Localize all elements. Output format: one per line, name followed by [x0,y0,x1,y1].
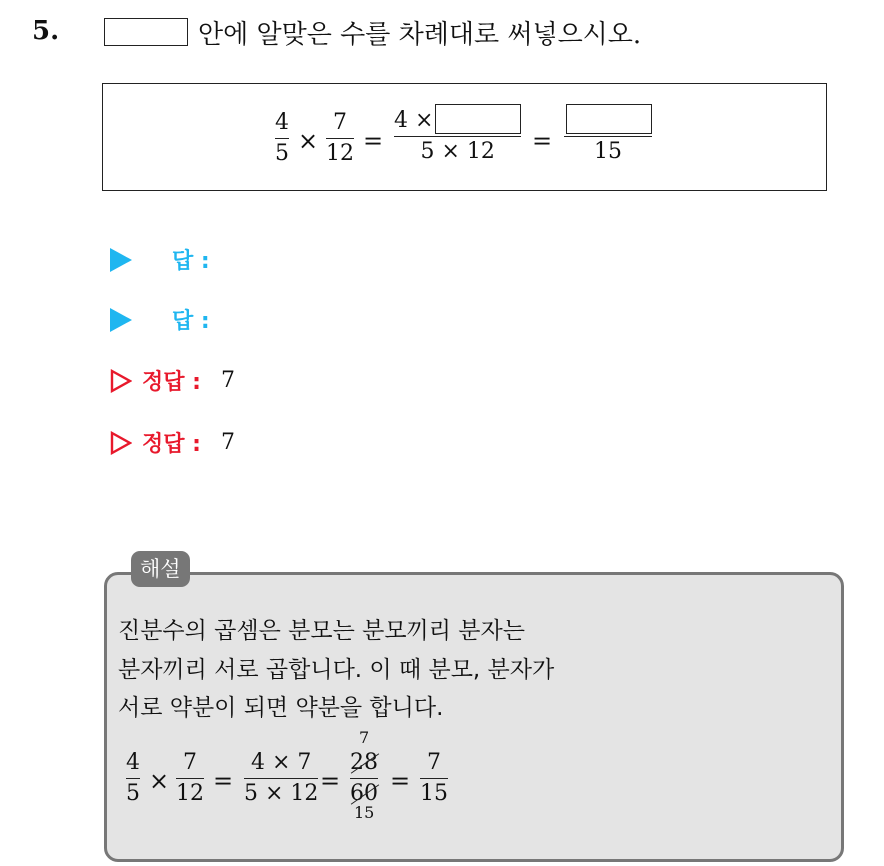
outline-arrow-icon [110,431,132,455]
answer-row-2[interactable] [110,304,210,335]
equals-sign: = [320,767,341,795]
equals-sign: = [532,127,553,155]
correct-label: 정답 : [142,432,201,457]
answer-label: 답 : [172,309,210,334]
correct-value: 7 [220,430,235,455]
expl-fraction-7-15 [420,750,448,807]
denominator: 5 [126,781,140,806]
reduced-denominator: 15 [354,803,375,822]
denominator: 15 [420,781,448,806]
equals-sign: = [213,767,234,795]
play-arrow-icon [110,308,132,332]
explanation-line-1: 진분수의 곱셈은 분모는 분모끼리 분자는 [118,618,525,644]
correct-row-2 [110,427,235,458]
numerator: 7 [333,110,347,135]
denominator: 12 [176,781,204,806]
answer-blank-box [104,18,188,46]
explanation-tag: 해설 [131,551,190,587]
numerator: 4 × 7 [251,750,312,775]
reduced-numerator: 7 [359,728,370,747]
fraction-blank-15 [564,104,652,165]
numerator-prefix: 4 × [394,108,434,133]
expl-fraction-4-5 [126,750,140,807]
question-instruction: 안에 알맞은 수를 차례대로 써넣으시오. [198,20,642,50]
correct-label: 정답 : [142,370,201,395]
play-arrow-icon [110,248,132,272]
struck-numerator: 28 [350,750,378,775]
numerator: 4 [126,750,140,775]
fraction-4x-blank [394,104,521,165]
equals-sign: = [363,127,384,155]
explanation-line-3: 서로 약분이 되면 약분을 합니다. [118,695,444,721]
expl-fraction-4x7 [244,750,318,807]
numerator [564,104,652,134]
numerator [350,750,378,776]
denominator: 5 × 12 [244,781,319,806]
denominator: 5 [275,141,289,166]
answer-label: 답 : [172,249,210,274]
denominator: 12 [326,141,354,166]
fraction-7-12 [326,110,354,167]
equals-sign: = [390,767,411,795]
expl-fraction-28-60 [350,750,378,807]
explanation-line-2: 분자끼리 서로 곱합니다. 이 때 분모, 분자가 [118,657,555,683]
numerator [394,104,521,134]
correct-value: 7 [220,368,235,393]
expl-fraction-7-12 [176,750,204,807]
question-number: 5. [32,16,60,46]
denominator: 15 [594,139,622,164]
fraction-4-5 [275,110,289,167]
struck-denominator: 60 [350,781,378,806]
numerator: 7 [183,750,197,775]
answer-blank-1[interactable] [435,104,521,134]
correct-row-1 [110,365,235,396]
answer-blank-2[interactable] [566,104,652,134]
outline-arrow-icon [110,369,132,393]
denominator: 5 × 12 [420,139,495,164]
numerator: 4 [275,110,289,135]
numerator: 7 [427,750,441,775]
times-sign: × [149,767,170,795]
answer-row-1[interactable] [110,244,210,275]
times-sign: × [298,127,319,155]
